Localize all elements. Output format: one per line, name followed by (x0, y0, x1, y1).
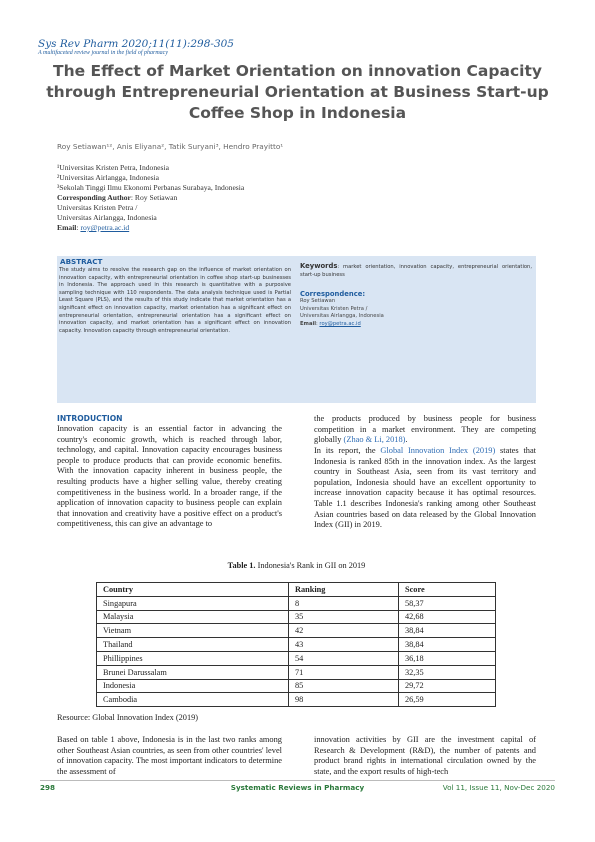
correspondence-heading: Correspondence: (300, 290, 366, 298)
cell-ranking: 54 (289, 651, 399, 665)
cell-score: 26,59 (399, 693, 496, 707)
corresponding-line2: Universitas Airlangga, Indonesia (57, 213, 157, 222)
correspondence-email: Email: roy@petra.ac.id (300, 320, 361, 327)
header-ranking: Ranking (289, 583, 399, 597)
cell-score: 32,35 (399, 665, 496, 679)
cell-country: Singapura (97, 596, 289, 610)
footer-issue: Vol 11, Issue 11, Nov-Dec 2020 (442, 783, 555, 792)
corresponding-author (57, 193, 177, 203)
correspondence-email-label: Email (300, 320, 317, 327)
cell-ranking: 8 (289, 596, 399, 610)
cell-score: 36,18 (399, 651, 496, 665)
footer-journal: Systematic Reviews in Pharmacy (230, 783, 365, 792)
cell-country: Cambodia (97, 693, 289, 707)
correspondence-line1: Universitas Kristen Petra / (300, 305, 368, 312)
cell-score: 58,37 (399, 596, 496, 610)
cell-country: Malaysia (97, 610, 289, 624)
cell-country: Indonesia (97, 679, 289, 693)
intro-right2-text-b: states that Indonesia is ranked 85th in the innovation index. As the largest country in Southeast Asia, seen from its vast territory and population, Indonesia should have an excellent opportunity to increase innovation capacity because it has optimal resources. Table 1.1 describes Indonesia's ranking among other Southeast Asian countries based on data released by the Global Innovation Index (GII) in 2019. (314, 446, 536, 530)
journal-tagline: A multifaceted review journal in the field of pharmacy (38, 50, 168, 56)
header-score: Score (399, 583, 496, 597)
cell-ranking: 85 (289, 679, 399, 693)
body-left-paragraph: Based on table 1 above, Indonesia is in the last two ranks among other Southeast Asian countries, as seen from other countries' level of innovation capacity. The most important indicators to determine the assessment of (57, 735, 282, 776)
table-row (97, 624, 496, 638)
table-row (97, 596, 496, 610)
correspondence-name: Roy Setiawan (300, 298, 336, 305)
correspondence-email-link[interactable]: roy@petra.ac.id (319, 320, 361, 327)
corresponding-label: Corresponding Author (57, 193, 131, 202)
keywords-text: : market orientation, innovation capacity, entrepreneurial orientation, start-up business (300, 264, 532, 278)
keywords-label: Keywords (300, 262, 338, 270)
cell-ranking: 42 (289, 624, 399, 638)
gii-rank-table (96, 582, 496, 707)
intro-right-text-a: the products produced by business people for business competition in a market environment. They are competing globally (314, 414, 536, 445)
introduction-heading: INTRODUCTION (57, 414, 123, 423)
email-label: Email (57, 223, 77, 232)
table-row (97, 679, 496, 693)
table-row (97, 693, 496, 707)
table-caption-text: Indonesia's Rank in GII on 2019 (255, 561, 366, 570)
authors: Roy Setiawan¹², Anis Eliyana², Tatik Suryani³, Hendro Prayitto¹ (57, 142, 284, 151)
page-number: 298 (40, 783, 56, 792)
table-row (97, 610, 496, 624)
journal-citation: Sys Rev Pharm 2020;11(11):298-305 (38, 38, 234, 50)
cell-ranking: 71 (289, 665, 399, 679)
intro-right-paragraph-1 (314, 414, 536, 446)
abstract-heading: ABSTRACT (60, 257, 103, 266)
table-row (97, 638, 496, 652)
cell-score: 38,84 (399, 624, 496, 638)
intro-right-paragraph-2 (314, 446, 536, 531)
corresponding-email: Email: roy@petra.ac.id (57, 223, 130, 232)
citation-zhao-li[interactable]: (Zhao & Li, 2018) (343, 435, 406, 445)
keywords (300, 263, 532, 279)
cell-country: Brunei Darussalam (97, 665, 289, 679)
cell-ranking: 98 (289, 693, 399, 707)
cell-score: 29,72 (399, 679, 496, 693)
table-row (97, 651, 496, 665)
affiliation-2: ²Universitas Airlangga, Indonesia (57, 173, 160, 182)
table-caption (57, 561, 536, 570)
body-right-paragraph: innovation activities by GII are the investment capital of Research & Development (R&D), the number of patents and product brand rights in international circulation owned by the state, and the export results of high-tech (314, 735, 536, 776)
footer-divider (40, 780, 555, 781)
intro-right2-text-a: In its report, the (314, 446, 381, 455)
table-source: Resource: Global Innovation Index (2019) (57, 713, 199, 722)
email-link[interactable]: roy@petra.ac.id (80, 223, 130, 232)
intro-right-text-b: . (405, 435, 408, 445)
cell-score: 42,68 (399, 610, 496, 624)
affiliation-3: ³Sekolah Tinggi Ilmu Ekonomi Perbanas Surabaya, Indonesia (57, 183, 245, 192)
corresponding-name: : Roy Setiawan (130, 193, 178, 202)
header-country: Country (97, 583, 289, 597)
intro-left-paragraph: Innovation capacity is an essential factor in advancing the country's economic growth, which is reached through labor, technology, and capital. Innovation capacity encourages business people to produce products that can provide economic benefits. With the innovation capacity inherent in business people, the resulting products have a higher selling value, thereby creating competitiveness in the business world. In a broader range, if the application of innovation capacity to business people can explain that innovation and creativity have a positive effect on a product's competitiveness, this can give an advantage to (57, 424, 282, 529)
cell-ranking: 35 (289, 610, 399, 624)
table-header-row (97, 583, 496, 597)
correspondence-line2: Universitas Airlangga, Indonesia (300, 313, 384, 320)
abstract-correspondence (300, 291, 384, 328)
corresponding-line1: Universitas Kristen Petra / (57, 203, 138, 212)
table-row (97, 665, 496, 679)
citation-gii[interactable]: Global Innovation Index (2019) (380, 446, 496, 455)
cell-country: Phillippines (97, 651, 289, 665)
cell-country: Thailand (97, 638, 289, 652)
cell-score: 38,84 (399, 638, 496, 652)
table-caption-label: Table 1. (227, 561, 256, 570)
cell-country: Vietnam (97, 624, 289, 638)
abstract-text: The study aims to resolve the research gap on the influence of market orientation on innovation capacity, with entrepreneurial orientation in coffee shop start-up businesses in Indonesia. The approach used in this research is quantitative with a purposive sampling technique with 110 respondents. The data analysis technique used is Partial Least Square (PLS), and the results of this study indicate that market orientation has a significant effect on innovation capacity, market orientation has a significant effect on entrepreneurial orientation, entrepreneurial orientation has a significant effect on innovation capacity, and market orientation has a significant effect on innovation capacity. Innovation capacity through entrepreneurial orientation. (59, 267, 291, 334)
cell-ranking: 43 (289, 638, 399, 652)
paper-title: The Effect of Market Orientation on innovation Capacity through Entrepreneurial Orientation at Business Start-up Coffee Shop in Indonesia (46, 62, 549, 122)
affiliation-1: ¹Universitas Kristen Petra, Indonesia (57, 163, 169, 172)
